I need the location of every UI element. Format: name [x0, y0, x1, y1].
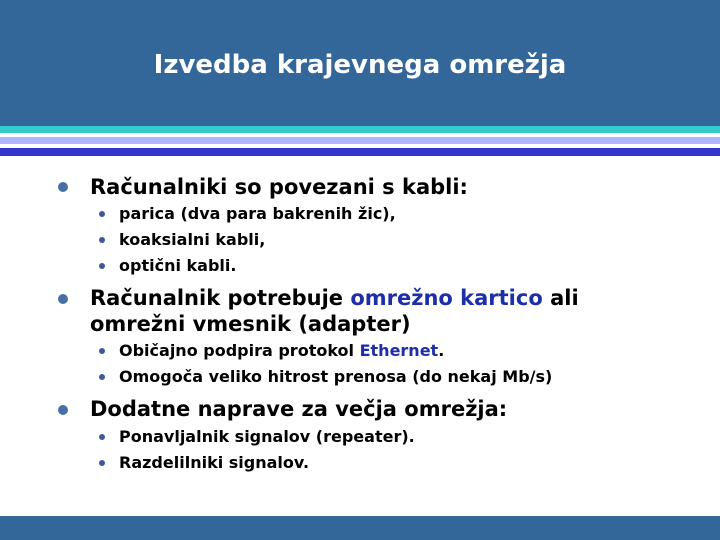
bullet-icon [58, 294, 68, 304]
sub-item-1-2: koaksialni kabli, [119, 230, 266, 249]
bullet-item-3: Dodatne naprave za večja omrežja: [90, 397, 508, 421]
bullet-item-2-pre: Računalnik potrebuje [90, 286, 351, 310]
sub-bullet-icon [99, 460, 105, 466]
stripe-lavender [0, 137, 720, 144]
sub-item-3-1: Ponavljalnik signalov (repeater). [119, 427, 415, 446]
bullet-icon [58, 405, 68, 415]
slide-footer [0, 516, 720, 540]
bullet-icon [58, 182, 68, 192]
stripe-cyan [0, 126, 720, 133]
bullet-item-1: Računalniki so povezani s kabli: [90, 175, 468, 199]
sub-item-2-1-pre: Običajno podpira protokol [119, 341, 360, 360]
sub-item-2-1-highlight: Ethernet [359, 341, 439, 360]
slide-header [0, 0, 720, 126]
bullet-item-2-line2: omrežni vmesnik (adapter) [90, 312, 411, 336]
sub-bullet-icon [99, 348, 105, 354]
stripe-blue [0, 148, 720, 156]
sub-bullet-icon [99, 211, 105, 217]
slide-title: Izvedba krajevnega omrežja [153, 50, 567, 80]
sub-item-2-1 [119, 340, 709, 362]
bullet-item-2-highlight: omrežno kartico [350, 286, 543, 310]
sub-item-1-3: optični kabli. [119, 256, 237, 275]
sub-item-1-1: parica (dva para bakrenih žic), [119, 204, 396, 223]
stripe-white-3 [0, 156, 720, 159]
sub-bullet-icon [99, 374, 105, 380]
sub-item-3-2: Razdelilniki signalov. [119, 453, 310, 472]
sub-item-2-1-post: . [438, 341, 445, 360]
bullet-item-2-post: ali [542, 286, 579, 310]
sub-bullet-icon [99, 237, 105, 243]
sub-bullet-icon [99, 263, 105, 269]
sub-bullet-icon [99, 434, 105, 440]
bullet-item-2 [90, 285, 690, 337]
sub-item-2-2: Omogoča veliko hitrost prenosa (do nekaj Mb/s) [119, 367, 553, 386]
